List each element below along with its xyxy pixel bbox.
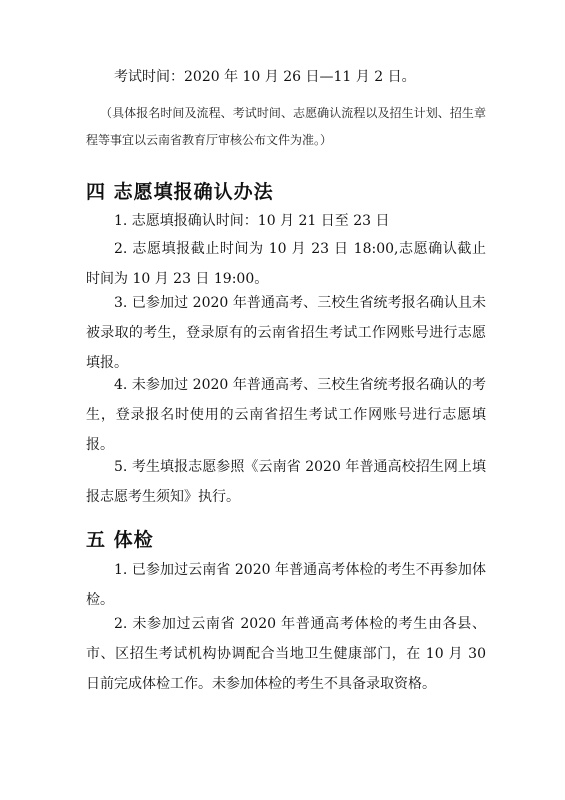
note-paragraph: （具体报名时间及流程、考试时间、志愿确认流程以及招生计划、招生章程等事宜以云南省教育厅审核公布文件为准。） — [86, 106, 486, 147]
section5-heading: 五 体检 — [86, 529, 154, 551]
section4-item-1: 1. 志愿填报确认时间：10 月 21 日至 23 日 — [114, 213, 390, 229]
section5-item-1: 1. 已参加过云南省 2020 年普通高考体检的考生不再参加体检。 — [86, 562, 486, 608]
section5-item-2: 2. 未参加过云南省 2020 年普通高考体检的考生由各县、市、区招生考试机构协调配合当地卫生健康部门，在 10 月 30 日前完成体检工作。未参加体检的考生不具备录取资格。 — [86, 616, 486, 692]
section4-item-2: 2. 志愿填报截止时间为 10 月 23 日 18:00,志愿确认截止时间为 10 月 23 日 19:00。 — [86, 241, 486, 287]
section4-item-5: 5. 考生填报志愿参照《云南省 2020 年普通高校招生网上填报志愿考生须知》执行。 — [86, 459, 486, 505]
section4-item-4: 4. 未参加过 2020 年普通高考、三校生省统考报名确认的考生，登录报名时使用的云南省招生考试工作网账号进行志愿填报。 — [86, 377, 486, 453]
section4-item-3: 3. 已参加过 2020 年普通高考、三校生省统考报名确认且未被录取的考生，登录原有的云南省招生考试工作网账号进行志愿填报。 — [86, 295, 486, 371]
exam-time-paragraph: 考试时间：2020 年 10 月 26 日—11 月 2 日。 — [114, 69, 416, 85]
section4-heading: 四 志愿填报确认办法 — [86, 181, 274, 203]
